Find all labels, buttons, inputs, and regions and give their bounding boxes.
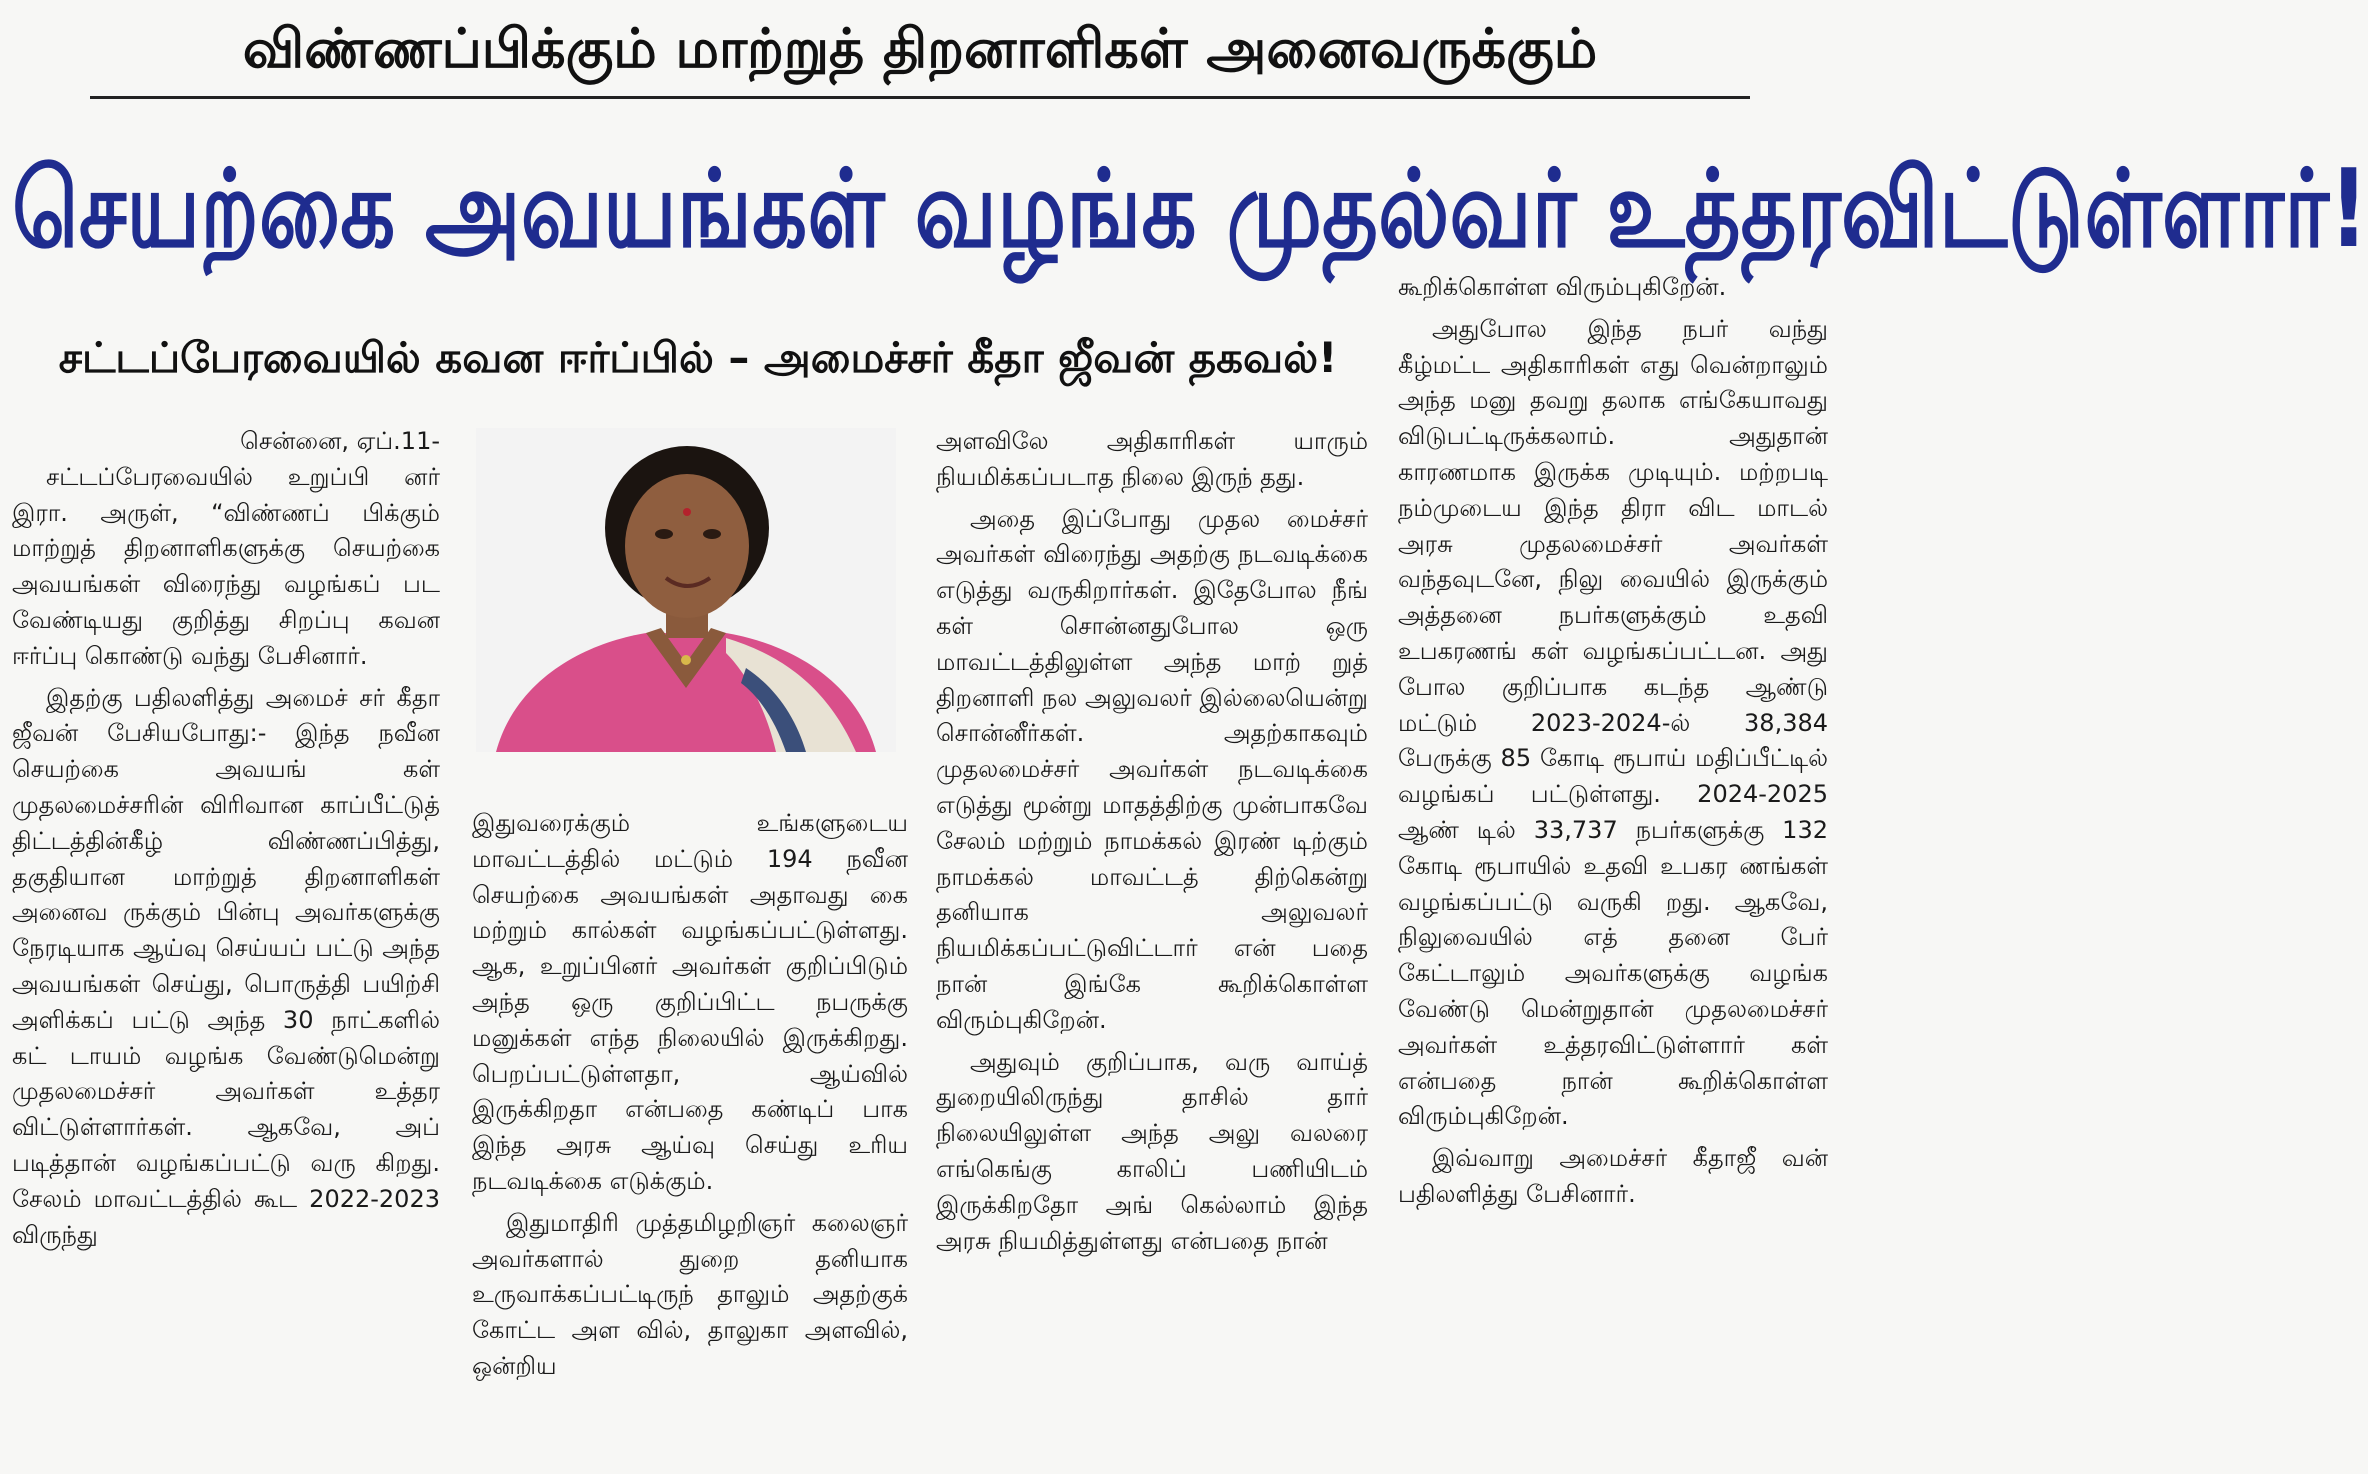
paragraph: அதுவும் குறிப்பாக, வரு வாய்த் துறையிலிருந்து தாசில் தார் நிலையிலுள்ள அந்த அலு வலரை எங்கெங்கு காலிப் பணியிடம் இருக்கிறதோ அங் கெல்லாம் இந்த அரசு நியமித்துள்ளது என்பதை நான் xyxy=(936,1047,1368,1255)
minister-photo xyxy=(476,428,896,752)
kicker-headline: விண்ணப்பிக்கும் மாற்றுத் திறனாளிகள் அனைவருக்கும் xyxy=(242,17,1598,80)
paragraph: அளவிலே அதிகாரிகள் யாரும் நியமிக்கப்படாத நிலை இருந் தது. xyxy=(936,427,1368,491)
main-headline: செயற்கை அவயங்கள் வழங்க முதல்வர் உத்தரவிட்டுள்ளார்! xyxy=(12,147,2368,272)
article-column-3 xyxy=(936,424,1368,1464)
subheadline: சட்டப்பேரவையில் கவன ஈர்ப்பில் – அமைச்சர் கீதா ஜீவன் தகவல்! xyxy=(58,333,1338,382)
paragraph: இதுவரைக்கும் உங்களுடைய மாவட்டத்தில் மட்டும் 194 நவீன செயற்கை அவயங்கள் அதாவது கை மற்றும் கால்கள் வழங்கப்பட்டுள்ளது. ஆக, உறுப்பினர் அவர்கள் குறிப்பிடும் அந்த ஒரு குறிப்பிட்ட நபருக்கு மனுக்கள் எந்த நிலையில் இருக்கிறது. பெறப்பட்டுள்ளதா, ஆய்வில் இருக்கிறதா என்பதை கண்டிப் பாக இந்த அரசு ஆய்வு செய்து உரிய நடவடிக்கை எடுக்கும். xyxy=(472,809,908,1195)
minister-portrait-icon xyxy=(476,428,896,752)
dateline: சென்னை, ஏப்.11- xyxy=(240,427,440,455)
paragraph: இவ்வாறு அமைச்சர் கீதாஜீ வன் பதிலளித்து பேசினார். xyxy=(1398,1144,1828,1208)
article-column-1 xyxy=(12,424,440,1464)
article-column-4 xyxy=(1398,270,1828,1464)
paragraph: அதை இப்போது முதல மைச்சர் அவர்கள் விரைந்து அதற்கு நடவடிக்கை எடுத்து வருகிறார்கள். இதேபோல நீங் கள் சொன்னதுபோல ஒரு மாவட்டத்திலுள்ள அந்த மாற் றுத் திறனாளி நல அலுவலர் இல்லையென்று சொன்னீர்கள். அதற்காகவும் முதலமைச்சர் அவர்கள் நடவடிக்கை எடுத்து மூன்று மாதத்திற்கு முன்பாகவே சேலம் மற்றும் நாமக்கல் இரண் டிற்கும் நாமக்கல் மாவட்டத் திற்கென்று தனியாக அலுவலர் நியமிக்கப்பட்டுவிட்டார் என் பதை நான் இங்கே கூறிக்கொள்ள விரும்புகிறேன். xyxy=(936,504,1368,1034)
paragraph: கூறிக்கொள்ள விரும்புகிறேன். xyxy=(1398,273,1727,301)
paragraph: இதற்கு பதிலளித்து அமைச் சர் கீதா ஜீவன் பேசியபோது:- இந்த நவீன செயற்கை அவயங் கள் முதலமைச்சரின் விரிவான காப்பீட்டுத் திட்டத்தின்கீழ் விண்ணப்பித்து, தகுதியான மாற்றுத் திறனாளிகள் அனைவ ருக்கும் பின்பு அவர்களுக்கு நேரடியாக ஆய்வு செய்யப் பட்டு அந்த அவயங்கள் செய்து, பொருத்தி பயிற்சி அளிக்கப் பட்டு அந்த 30 நாட்களில் கட் டாயம் வழங்க வேண்டுமென்று முதலமைச்சர் அவர்கள் உத்தர விட்டுள்ளார்கள். ஆகவே, அப் படித்தான் வழங்கப்பட்டு வரு கிறது. சேலம் மாவட்டத்தில் கூட 2022-2023 விருந்து xyxy=(12,683,440,1249)
paragraph: அதுபோல இந்த நபர் வந்து கீழ்மட்ட அதிகாரிகள் எது வென்றாலும் அந்த மனு தவறு தலாக எங்கேயாவது விடுபட்டிருக்கலாம். அதுதான் காரணமாக இருக்க முடியும். மற்றபடி நம்முடைய இந்த திரா விட மாடல் அரசு முதலமைச்சர் அவர்கள் வந்தவுடனே, நிலு வையில் இருக்கும் அத்தனை நபர்களுக்கும் உதவி உபகரணங் கள் வழங்கப்பட்டன. அது போல குறிப்பாக கடந்த ஆண்டு மட்டும் 2023-2024-ல் 38,384 பேருக்கு 85 கோடி ரூபாய் மதிப்பீட்டில் வழங்கப் பட்டுள்ளது. 2024-2025 ஆண் டில் 33,737 நபர்களுக்கு 132 கோடி ரூபாயில் உதவி உபகர ணங்கள் வழங்கப்பட்டு வருகி றது. ஆகவே, நிலுவையில் எத் தனை பேர் கேட்டாலும் அவர்களுக்கு வழங்க வேண்டு மென்றுதான் முதலமைச்சர் அவர்கள் உத்தரவிட்டுள்ளார் கள் என்பதை நான் கூறிக்கொள்ள விரும்புகிறேன். xyxy=(1398,314,1828,1131)
article-column-2 xyxy=(472,806,908,1464)
kicker-rule xyxy=(90,96,1750,99)
paragraph: சட்டப்பேரவையில் உறுப்பி னர் இரா. அருள், “விண்ணப் பிக்கும் மாற்றுத் திறனாளிகளுக்கு செயற்கை அவயங்கள் விரைந்து வழங்கப் பட வேண்டியது குறித்து சிறப்பு கவன ஈர்ப்பு கொண்டு வந்து பேசினார். xyxy=(12,462,440,670)
paragraph: இதுமாதிரி முத்தமிழறிஞர் கலைஞர் அவர்களால் துறை தனியாக உருவாக்கப்பட்டிருந் தாலும் அதற்குக் கோட்ட அள வில், தாலுகா அளவில், ஒன்றிய xyxy=(472,1208,908,1380)
